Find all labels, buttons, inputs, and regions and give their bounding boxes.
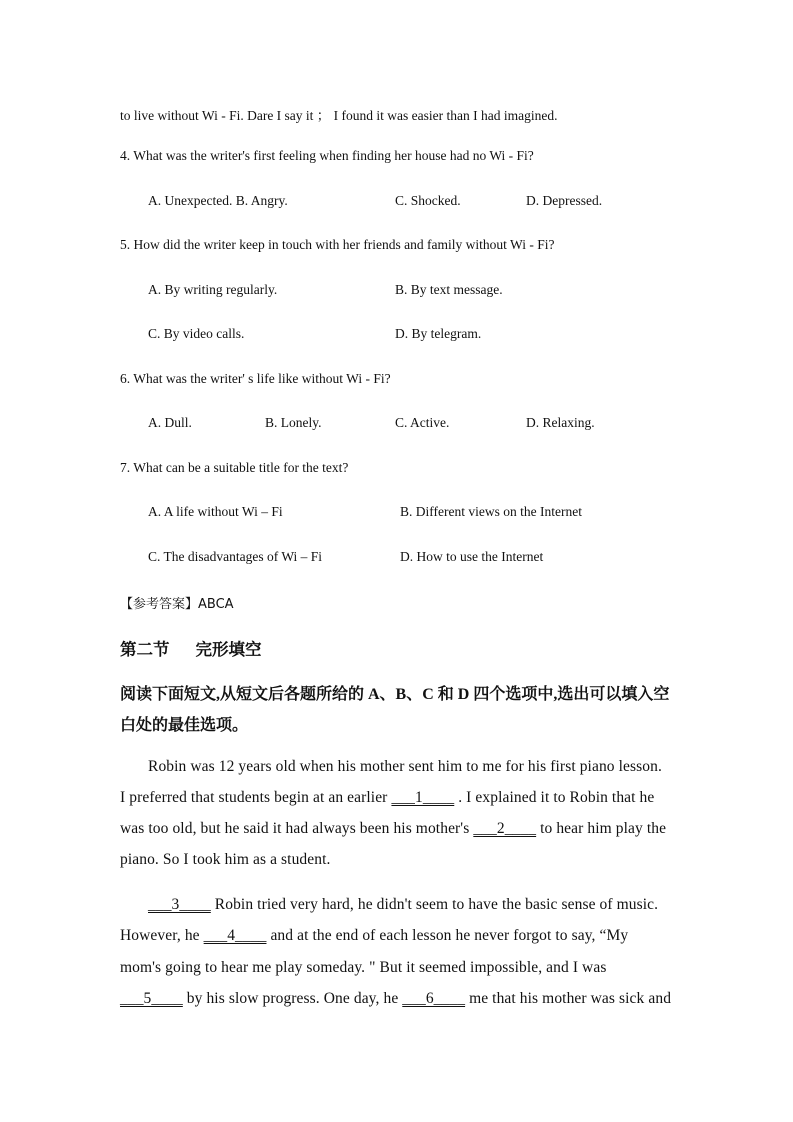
question-6-option-d: D. Relaxing. xyxy=(526,415,595,430)
question-7-stem: 7. What can be a suitable title for the text? xyxy=(120,460,349,475)
blank-5: ___5____ xyxy=(120,990,183,1007)
question-5-stem: 5. How did the writer keep in touch with her friends and family without Wi - Fi? xyxy=(120,237,555,252)
passage-text: However, he xyxy=(120,927,204,944)
passage-text: by his slow progress. One day, he xyxy=(182,990,403,1007)
question-7-option-a: A. A life without Wi – Fi xyxy=(148,504,283,519)
question-5-option-b: B. By text message. xyxy=(395,282,503,297)
blank-1: ___1____ xyxy=(391,789,455,806)
passage-line xyxy=(120,820,666,838)
question-6-stem: 6. What was the writer' s life like without Wi - Fi? xyxy=(120,371,391,386)
passage-line xyxy=(120,990,671,1008)
question-4-option-ab: A. Unexpected. B. Angry. xyxy=(148,193,288,208)
question-4-option-c: C. Shocked. xyxy=(395,193,461,208)
question-6-option-b: B. Lonely. xyxy=(265,415,322,430)
passage-text: . I explained it to Robin that he xyxy=(454,789,655,806)
passage-text: I preferred that students begin at an earlier xyxy=(120,789,392,806)
section-part: 第二节 xyxy=(120,640,170,659)
question-7-option-d: D. How to use the Internet xyxy=(400,549,544,564)
passage-text: and at the end of each lesson he never forgot to say, “My xyxy=(266,927,629,944)
passage-line: piano. So I took him as a student. xyxy=(120,851,331,868)
answer-key: 【参考答案】ABCA xyxy=(120,597,234,612)
intro-line: to live without Wi - Fi. Dare I say it ； I found it was easier than I had imagined. xyxy=(120,108,558,123)
section-heading xyxy=(120,636,288,660)
passage-text: me that his mother was sick and xyxy=(465,990,672,1007)
question-4-option-d: D. Depressed. xyxy=(526,193,603,208)
passage-line xyxy=(120,789,654,807)
question-5-option-c: C. By video calls. xyxy=(148,326,245,341)
passage-line xyxy=(148,896,658,914)
blank-2: ___2____ xyxy=(473,820,537,837)
question-5-option-a: A. By writing regularly. xyxy=(148,282,278,297)
blank-6: ___6____ xyxy=(402,990,466,1007)
passage-text: was too old, but he said it had always been his mother's xyxy=(120,820,474,837)
blank-4: ___4____ xyxy=(203,927,267,944)
passage-line: mom's going to hear me play someday. " But it seemed impossible, and I was xyxy=(120,959,607,976)
blank-3: ___3____ xyxy=(148,896,211,913)
question-7-option-c: C. The disadvantages of Wi – Fi xyxy=(148,549,323,564)
instructions-line-1: 阅读下面短文,从短文后各题所给的 A、B、C 和 D 四个选项中,选出可以填入空 xyxy=(120,686,670,703)
passage-line: Robin was 12 years old when his mother sent him to me for his first piano lesson. xyxy=(148,758,662,775)
question-6-option-c: C. Active. xyxy=(395,415,450,430)
passage-text: to hear him play the xyxy=(536,820,667,837)
question-5-option-d: D. By telegram. xyxy=(395,326,482,341)
instructions-line-2: 白处的最佳选项。 xyxy=(120,717,249,734)
passage-line xyxy=(120,927,628,945)
question-6-option-a: A. Dull. xyxy=(148,415,192,430)
question-7-option-b: B. Different views on the Internet xyxy=(400,504,582,519)
section-name: 完形填空 xyxy=(195,640,262,659)
question-4-stem: 4. What was the writer's first feeling when finding her house had no Wi - Fi? xyxy=(120,148,534,163)
passage-text: Robin tried very hard, he didn't seem to have the basic sense of music. xyxy=(210,896,659,913)
